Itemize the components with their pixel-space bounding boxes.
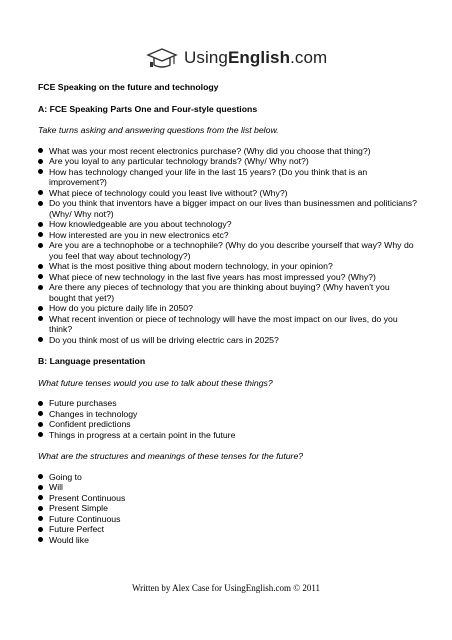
question-list bbox=[38, 146, 418, 346]
topic-list bbox=[38, 398, 418, 440]
topic-item: Things in progress at a certain point in the future bbox=[38, 430, 418, 441]
tense-item: Would like bbox=[38, 535, 418, 546]
question-item: Do you think most of us will be driving electric cars in 2025? bbox=[38, 335, 418, 346]
question-item: How knowledgeable are you about technology? bbox=[38, 219, 418, 230]
tense-item: Future Continuous bbox=[38, 514, 418, 525]
question-item: How has technology changed your life in the last 15 years? (Do you think that is an improvement?) bbox=[38, 167, 418, 188]
tense-list bbox=[38, 472, 418, 546]
tense-item: Going to bbox=[38, 472, 418, 483]
section-a-instruction: Take turns asking and answering questions from the list below. bbox=[38, 125, 279, 135]
topic-item: Changes in technology bbox=[38, 409, 418, 420]
section-b-question-1: What future tenses would you use to talk about these things? bbox=[38, 377, 273, 388]
logo-text: UsingEnglish.com bbox=[184, 48, 328, 67]
tense-item: Will bbox=[38, 482, 418, 493]
topic-item: Future purchases bbox=[38, 398, 418, 409]
question-item: How do you picture daily life in 2050? bbox=[38, 303, 418, 314]
topic-item: Confident predictions bbox=[38, 419, 418, 430]
tense-item: Present Simple bbox=[38, 503, 418, 514]
section-b-heading: B: Language presentation bbox=[38, 356, 146, 366]
section-b-question-2: What are the structures and meanings of these tenses for the future? bbox=[38, 451, 304, 461]
question-item: How interested are you in new electronics etc? bbox=[38, 230, 418, 241]
section-a-heading: A: FCE Speaking Parts One and Four-style questions bbox=[38, 103, 258, 114]
question-item: Do you think that inventors have a bigger impact on our lives than businessmen and politicians? (Why/ Why not?) bbox=[38, 198, 418, 219]
question-item: What was your most recent electronics purchase? (Why did you choose that thing?) bbox=[38, 146, 418, 157]
question-item: Are you loyal to any particular technology brands? (Why/ Why not?) bbox=[38, 156, 418, 167]
graduation-cap-icon bbox=[146, 46, 178, 70]
question-item: What piece of technology could you least live without? (Why?) bbox=[38, 188, 418, 199]
document-body bbox=[38, 82, 418, 556]
question-item: Are there any pieces of technology that you are thinking about buying? (Why haven't you bought that yet?) bbox=[38, 282, 418, 303]
site-logo bbox=[146, 44, 327, 72]
question-item: What piece of new technology in the last five years has most impressed you? (Why?) bbox=[38, 272, 418, 283]
question-item: What recent invention or piece of technology will have the most impact on our lives, do you think? bbox=[38, 314, 418, 335]
question-item: What is the most positive thing about modern technology, in your opinion? bbox=[38, 261, 418, 272]
question-item: Are you are a technophobe or a technophile? (Why do you describe yourself that way? Why do you feel that way about technology?) bbox=[38, 240, 418, 261]
document-title: FCE Speaking on the future and technology bbox=[38, 82, 219, 92]
tense-item: Present Continuous bbox=[38, 493, 418, 504]
tense-item: Future Perfect bbox=[38, 524, 418, 535]
footer-credit: Written by Alex Case for UsingEnglish.com © 2011 bbox=[131, 583, 321, 593]
